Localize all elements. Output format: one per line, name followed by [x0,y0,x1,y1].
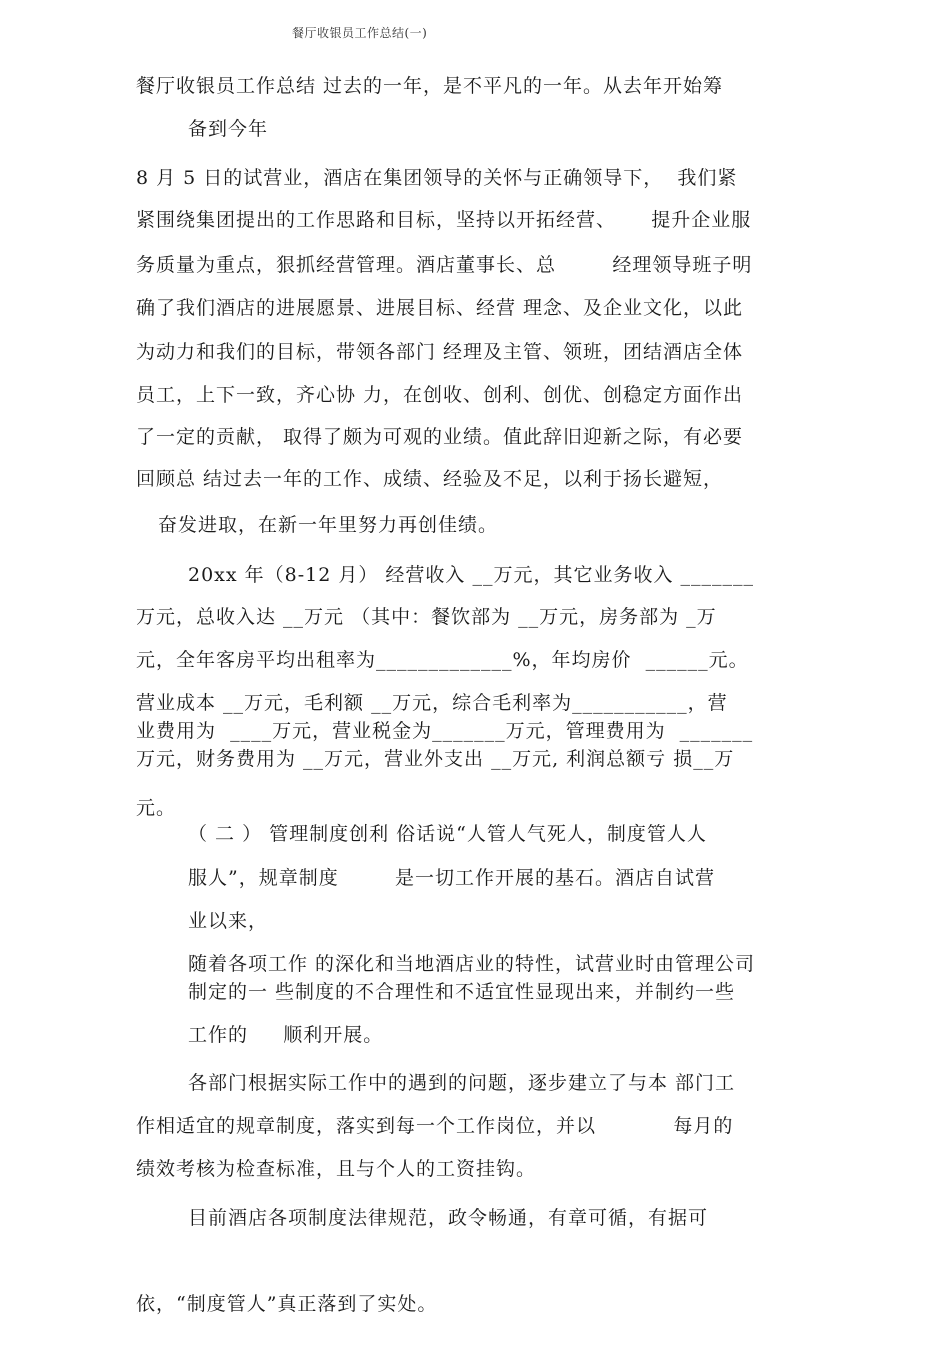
text-line: （ 二 ） 管理制度创利 俗话说“人管人气死人，制度管人人 [188,823,707,845]
text-line: 依，“制度管人”真正落到了实处。 [136,1293,438,1315]
text-line: 员工，上下一致，齐心协 力，在创收、创利、创优、创稳定方面作出 [136,384,744,406]
text-line: 目前酒店各项制度法律规范，政令畅通，有章可循，有据可 [188,1207,709,1229]
text-line: 回顾总 结过去一年的工作、成绩、经验及不足，以利于扬长避短， [136,468,724,490]
text-line: 备到今年 [188,118,269,140]
page-header: 餐厅收银员工作总结(一) [292,26,428,40]
text-line: 餐厅收银员工作总结 过去的一年，是不平凡的一年。从去年开始筹 [136,75,724,97]
text-line: 随着各项工作 的深化和当地酒店业的特性，试营业时由管理公司 [188,953,756,975]
text-line: 20xx 年（8-12 月） 经营收入 __万元，其它业务收入 _______ [188,564,754,586]
text-line: 紧围绕集团提出的工作思路和目标，坚持以开拓经营、 提升企业服 [136,209,752,231]
text-line: 奋发进取，在新一年里努力再创佳绩。 [158,514,499,536]
text-line: 业费用为 ____万元，营业税金为_______万元，管理费用为 _______ [136,720,754,742]
text-line: 为动力和我们的目标，带领各部门 经理及主管、领班，团结酒店全体 [136,341,744,363]
text-line: 制定的一 些制度的不合理性和不适宜性显现出来，并制约一些 [188,981,736,1003]
text-line: 了一定的贡献， 取得了颇为可观的业绩。值此辞旧迎新之际，有必要 [136,426,744,448]
text-line: 服人”，规章制度 是一切工作开展的基石。酒店自试营 [188,867,716,889]
text-line: 确了我们酒店的进展愿景、进展目标、经营 理念、及企业文化，以此 [136,297,744,319]
text-line: 万元，财务费用为 __万元，营业外支出 __万元, 利润总额亏 损__万 [136,748,735,770]
text-line: 8 月 5 日的试营业，酒店在集团领导的关怀与正确领导下， 我们紧 [136,167,738,189]
text-line: 绩效考核为检查标准，且与个人的工资挂钩。 [136,1158,537,1180]
text-line: 作相适宜的规章制度，落实到每一个工作岗位，并以 每月的 [136,1115,734,1137]
text-line: 元，全年客房平均出租率为_____________%，年均房价 ______元。 [136,649,749,671]
text-line: 工作的 顺利开展。 [188,1024,384,1046]
text-line: 元。 [136,797,177,819]
text-line: 万元，总收入达 __万元 （其中：餐饮部为 __万元，房务部为 _万 [136,606,717,628]
text-line: 务质量为重点，狠抓经营管理。酒店董事长、总 经理领导班子明 [136,254,753,276]
text-line: 营业成本 __万元，毛利额 __万元，综合毛利率为___________，营 [136,692,728,714]
text-line: 业以来， [188,910,269,932]
text-line: 各部门根据实际工作中的遇到的问题，逐步建立了与本 部门工 [188,1072,736,1094]
